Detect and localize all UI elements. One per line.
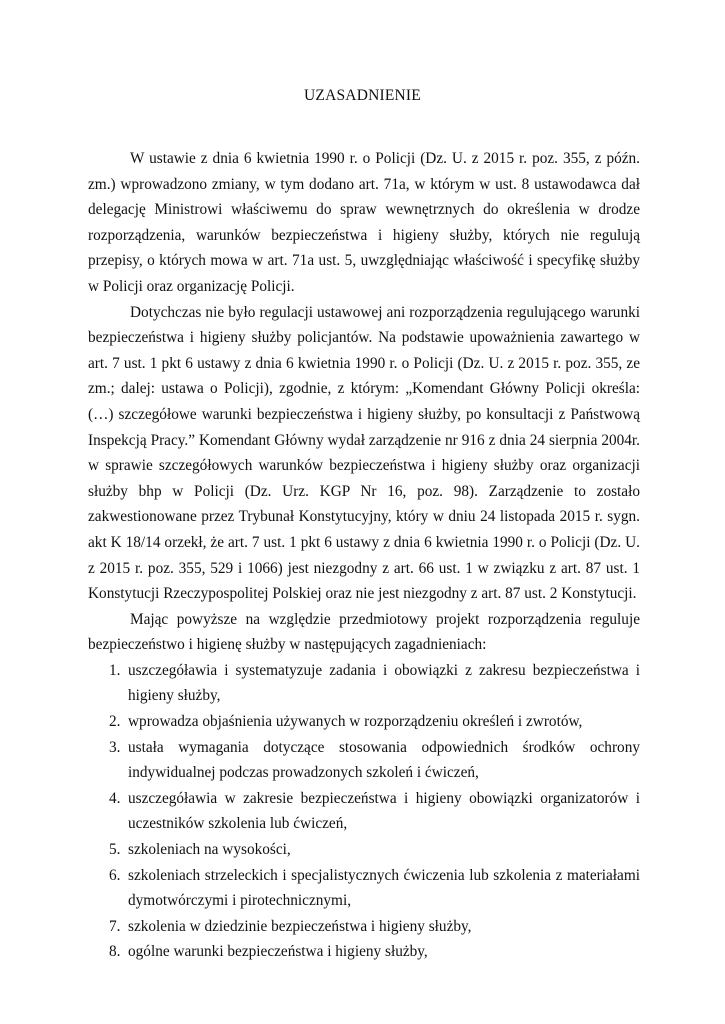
list-item-text: ustała wymagania dotyczące stosowania odpowiednich środków ochrony indywidualnej podczas prowadzonych szkoleń i ćwiczeń, xyxy=(128,738,640,782)
document-body xyxy=(88,146,640,965)
list-item-number: 3. xyxy=(109,738,121,756)
list-item xyxy=(88,786,640,837)
list-item-number: 6. xyxy=(109,866,121,884)
list-item-number: 4. xyxy=(109,789,121,807)
list-item-text: szkoleniach na wysokości, xyxy=(128,841,291,859)
list-item xyxy=(88,939,640,965)
list-item xyxy=(88,837,640,863)
list-item-number: 7. xyxy=(109,917,121,935)
list-item xyxy=(88,709,640,735)
list-item xyxy=(88,914,640,940)
list-item xyxy=(88,735,640,786)
list-item-number: 5. xyxy=(109,841,121,859)
list-item-text: ogólne warunki bezpieczeństwa i higieny służby, xyxy=(128,943,428,961)
paragraph-2: Dotychczas nie było regulacji ustawowej ani rozporządzenia regulującego warunki bezpieczeństwa i higieny służby policjantów. Na podstawie upoważnienia zawartego w art. 7 ust. 1 pkt 6 ustawy z dnia 6 kwietnia 1990 r. o Policji (Dz. U. z 2015 r. poz. 355, ze zm.; dalej: ustawa o Policji), zgodnie, z którym: „Komendant Główny Policji określa: (…) szczegółowe warunki bezpieczeństwa i higieny służby, po konsultacji z Państwową Inspekcją Pracy.” Komendant Główny wydał zarządzenie nr 916 z dnia 24 sierpnia 2004r. w sprawie szczegółowych warunków bezpieczeństwa i higieny służby oraz organizacji służby bhp w Policji (Dz. Urz. KGP Nr 16, poz. 98). Zarządzenie to zostało zakwestionowane przez Trybunał Konstytucyjny, który w dniu 24 listopada 2015 r. sygn. akt K 18/14 orzekł, że art. 7 ust. 1 pkt 6 ustawy z dnia 6 kwietnia 1990 r. o Policji (Dz. U. z 2015 r. poz. 355, 529 i 1066) jest niezgodny z art. 66 ust. 1 w związku z art. 87 ust. 1 Konstytucji Rzeczypospolitej Polskiej oraz nie jest niezgodny z art. 87 ust. 2 Konstytucji. xyxy=(88,303,640,603)
list-item-number: 8. xyxy=(109,943,121,961)
list-item-number: 2. xyxy=(109,713,121,731)
list-item-text: uszczegóławia i systematyzuje zadania i obowiązki z zakresu bezpieczeństwa i higieny służby, xyxy=(128,661,640,705)
list-item-text: szkolenia w dziedzinie bezpieczeństwa i higieny służby, xyxy=(128,917,472,935)
document-title: UZASADNIENIE xyxy=(304,87,421,104)
list-item-text: szkoleniach strzeleckich i specjalistycznych ćwiczenia lub szkolenia z materiałami dymotwórczymi i pirotechnicznymi, xyxy=(128,866,640,910)
list-item-number: 1. xyxy=(109,661,121,679)
paragraph-1: W ustawie z dnia 6 kwietnia 1990 r. o Policji (Dz. U. z 2015 r. poz. 355, z późn. zm.) wprowadzono zmiany, w tym dodano art. 71a, w którym w ust. 8 ustawodawca dał delegację Ministrowi właściwemu do spraw wewnętrznych do określenia w drodze rozporządzenia, warunków bezpieczeństwa i higieny służby, których nie regulują przepisy, o których mowa w art. 71a ust. 5, uwzględniając właściwość i specyfikę służby w Policji oraz organizację Policji. xyxy=(88,150,640,295)
list-item-text: uszczegóławia w zakresie bezpieczeństwa i higieny obowiązki organizatorów i uczestników szkolenia lub ćwiczeń, xyxy=(128,789,640,833)
list-item-text: wprowadza objaśnienia używanych w rozporządzeniu określeń i zwrotów, xyxy=(128,713,583,731)
paragraph-3: Mając powyższe na względzie przedmiotowy projekt rozporządzenia reguluje bezpieczeństwo i higienę służby w następujących zagadnieniach: xyxy=(88,610,640,654)
issues-list xyxy=(88,658,640,965)
list-item xyxy=(88,658,640,709)
list-item xyxy=(88,863,640,914)
